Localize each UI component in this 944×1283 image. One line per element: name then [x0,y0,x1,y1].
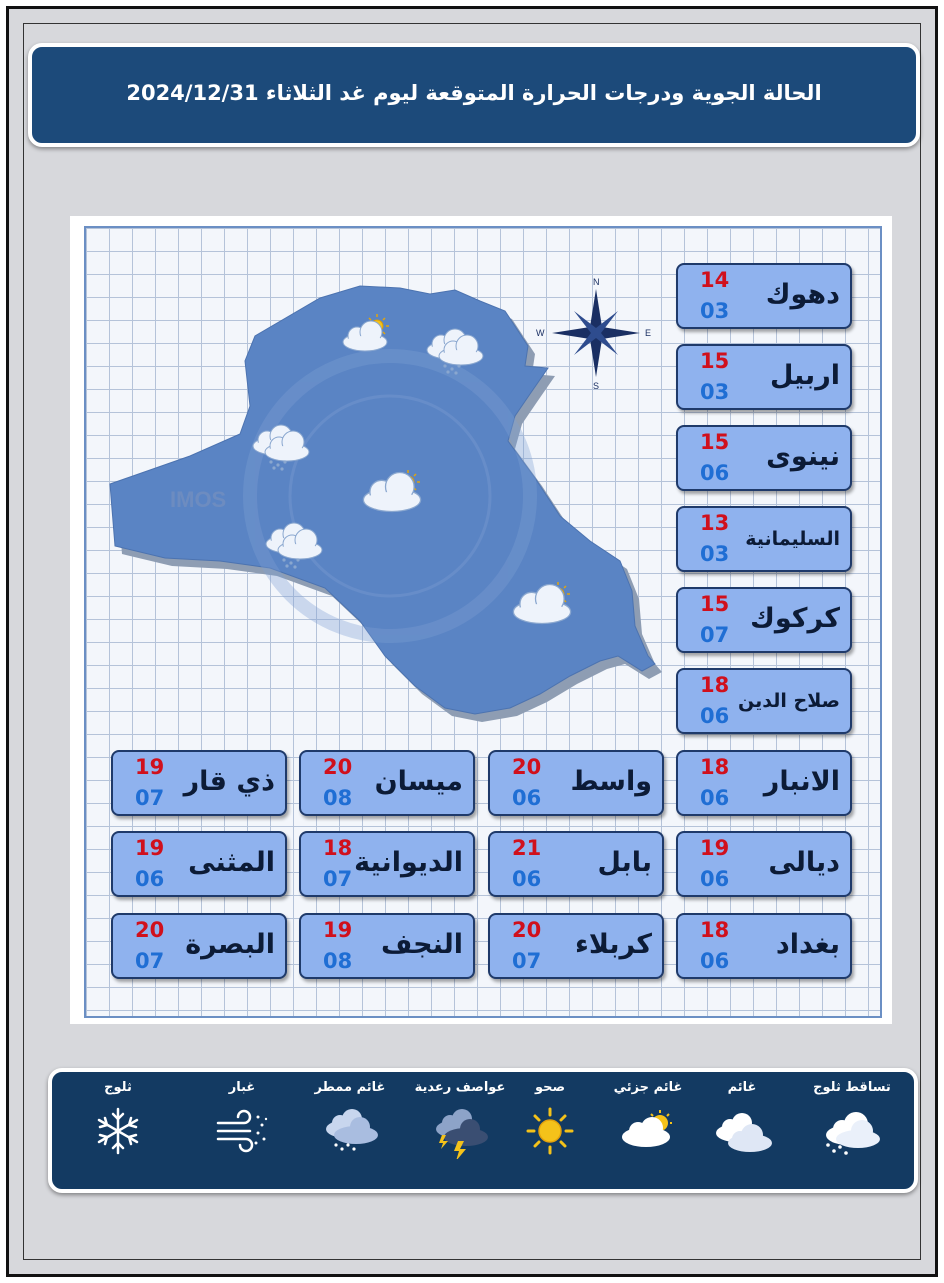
legend-label: عواصف رعدية [414,1080,506,1095]
legend-label: غائم جزئي [613,1080,683,1095]
city-card-erbil [676,344,852,410]
city-name: السليمانية [745,528,840,550]
max-temp: 19 [135,836,165,860]
watermark-text: IMOS [170,487,227,512]
city-card-najaf [299,913,475,979]
city-card-muthanna [111,831,287,897]
legend-label: غائم [727,1080,757,1095]
legend-item [410,1080,510,1159]
max-temp: 20 [512,755,542,779]
min-temp: 06 [700,786,730,810]
compass-s: S [593,381,600,391]
min-temp: 06 [512,867,542,891]
max-temp: 19 [700,836,730,860]
max-temp: 18 [323,836,353,860]
page-title: الحالة الجوية ودرجات الحرارة المتوقعة ليوم غد الثلاثاء 2024/12/31 [126,81,822,105]
city-card-diwaniyah [299,831,475,897]
dust-icon [207,1103,277,1159]
city-name: النجف [380,929,463,960]
city-name: اربيل [769,360,840,391]
legend-label: ثلوج [104,1080,132,1095]
city-card-maysan [299,750,475,816]
min-temp: 08 [323,786,353,810]
min-temp: 06 [700,704,730,728]
min-temp: 06 [700,867,730,891]
compass-e: E [645,328,652,338]
max-temp: 19 [323,918,353,942]
min-temp: 07 [512,949,542,973]
city-card-kirkuk [676,587,852,653]
min-temp: 03 [700,542,730,566]
legend-item [192,1080,292,1159]
max-temp: 20 [323,755,353,779]
legend-label: صحو [534,1080,566,1095]
thunderstorm-icon [425,1103,495,1159]
legend-label: غبار [228,1080,256,1095]
compass-w: W [536,328,545,338]
min-temp: 07 [135,949,165,973]
city-name: كربلاء [575,929,652,960]
max-temp: 15 [700,592,730,616]
city-name: بغداد [775,929,840,960]
min-temp: 08 [323,949,353,973]
legend-item [68,1080,168,1159]
city-card-diyala [676,831,852,897]
city-card-karbala [488,913,664,979]
max-temp: 18 [700,918,730,942]
legend-label: غائم ممطر [314,1080,386,1095]
city-card-baghdad [676,913,852,979]
city-card-basra [111,913,287,979]
min-temp: 07 [135,786,165,810]
city-name: واسط [570,766,652,797]
max-temp: 15 [700,349,730,373]
city-card-nineveh [676,425,852,491]
legend-item [692,1080,792,1159]
legend-item [598,1080,698,1159]
city-name: ميسان [374,766,463,797]
city-card-dhi-qar [111,750,287,816]
weather-legend [48,1068,918,1193]
max-temp: 13 [700,511,730,535]
city-card-babil [488,831,664,897]
legend-item [300,1080,400,1159]
snow-showers-icon [817,1103,887,1159]
title-banner [28,43,920,147]
city-name: ذي قار [183,766,275,797]
cloudy-icon [707,1103,777,1159]
city-name: نينوى [766,441,840,472]
max-temp: 15 [700,430,730,454]
max-temp: 19 [135,755,165,779]
city-card-wasit [488,750,664,816]
city-card-sulaymaniyah [676,506,852,572]
max-temp: 20 [135,918,165,942]
city-name: كركوك [750,603,840,634]
min-temp: 06 [512,786,542,810]
city-card-duhok [676,263,852,329]
legend-item [500,1080,600,1159]
city-name: الانبار [763,766,840,797]
city-name: ديالى [768,847,840,878]
snowflake-icon [83,1103,153,1159]
compass-rose-icon [536,277,651,391]
legend-label: تساقط ثلوج [813,1080,891,1095]
min-temp: 03 [700,380,730,404]
sunny-icon [515,1103,585,1159]
max-temp: 14 [700,268,730,292]
city-name: بابل [597,847,652,878]
min-temp: 06 [700,949,730,973]
max-temp: 21 [512,836,542,860]
compass-n: N [593,277,600,287]
max-temp: 20 [512,918,542,942]
city-name: البصرة [185,929,275,960]
max-temp: 18 [700,673,730,697]
city-name: الديوانية [354,847,463,878]
min-temp: 07 [323,867,353,891]
city-name: صلاح الدين [738,690,840,712]
min-temp: 06 [700,461,730,485]
city-card-anbar [676,750,852,816]
city-card-salah-al-din [676,668,852,734]
max-temp: 18 [700,755,730,779]
min-temp: 06 [135,867,165,891]
min-temp: 03 [700,299,730,323]
rainy-cloud-icon [315,1103,385,1159]
city-name: دهوك [765,279,840,310]
city-name: المثنى [188,847,275,878]
legend-item [802,1080,902,1159]
min-temp: 07 [700,623,730,647]
partly-cloudy-icon [613,1103,683,1159]
